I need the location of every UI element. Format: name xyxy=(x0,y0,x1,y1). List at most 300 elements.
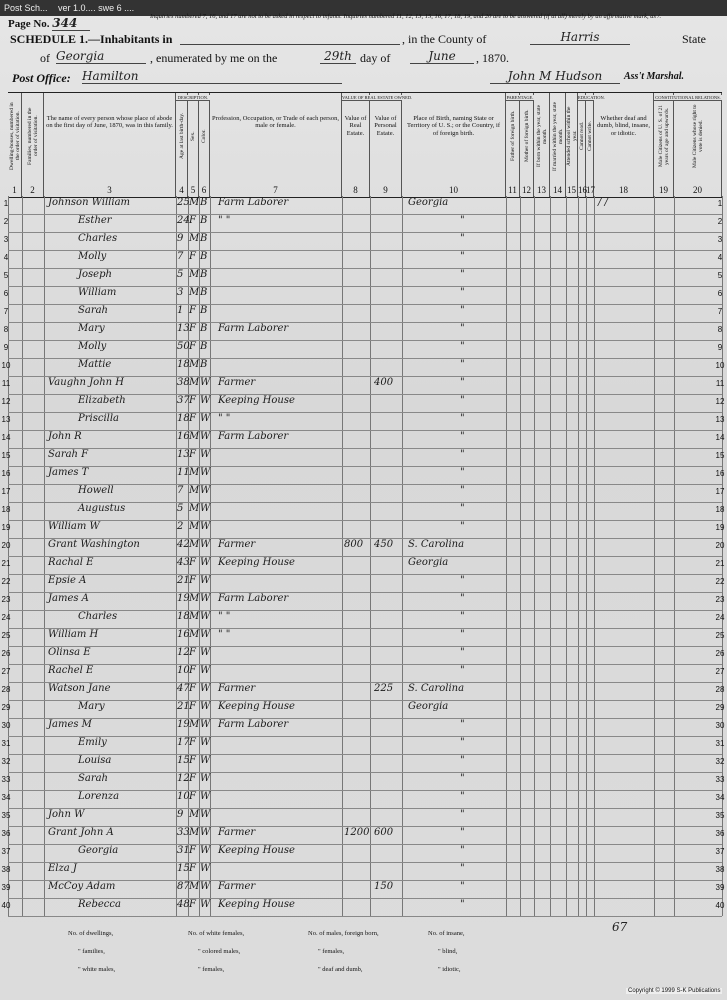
table-row xyxy=(3,196,723,215)
person-name: James M xyxy=(48,719,92,730)
column-number: 9 xyxy=(383,185,388,195)
line-number-right: 22 xyxy=(715,577,725,586)
column-header-text: Whether deaf and dumb, blind, insane, or idiotic. xyxy=(597,115,650,137)
footer-idiotic: " idiotic, xyxy=(438,966,461,973)
line-number-right: 28 xyxy=(715,685,725,694)
column-header-7 xyxy=(210,93,342,197)
person-occupation: Farmer xyxy=(218,377,256,388)
table-row xyxy=(1,808,725,827)
line-number-right: 38 xyxy=(715,865,725,874)
person-sex: F xyxy=(189,863,196,874)
line-number-left: 21 xyxy=(1,559,11,568)
person-name: Joseph xyxy=(78,269,112,280)
column-number: 6 xyxy=(201,185,207,195)
person-sex: M xyxy=(189,233,200,244)
line-number-right: 20 xyxy=(715,541,725,550)
page-number-label: Page No. 344 xyxy=(8,16,90,31)
footer-foreign: No. of males, foreign born, xyxy=(308,930,379,937)
person-age: 47 xyxy=(177,683,190,694)
person-color: W xyxy=(200,647,211,658)
inhabitants-line xyxy=(180,44,400,45)
line-number-left: 26 xyxy=(1,649,11,658)
person-name: Elza J xyxy=(48,863,77,874)
person-color: W xyxy=(200,755,211,766)
county-label: , in the County of xyxy=(402,32,487,46)
table-row xyxy=(3,340,723,359)
person-name: Vaughn John H xyxy=(48,377,124,388)
person-sex: F xyxy=(189,665,196,676)
line-number-left: 36 xyxy=(1,829,11,838)
line-number-left: 1 xyxy=(3,199,9,208)
line-number-left: 8 xyxy=(3,325,9,334)
line-number-right: 17 xyxy=(715,487,725,496)
place-of-birth: " xyxy=(460,665,465,676)
footer-blind: " blind, xyxy=(438,948,458,955)
post-office-value: Hamilton xyxy=(82,69,342,84)
person-sex: F xyxy=(189,395,196,406)
column-header-text: Male Citizens whose right to vote is denied. xyxy=(691,104,704,168)
column-header-11 xyxy=(506,93,520,197)
person-sex: M xyxy=(189,431,200,442)
line-number-left: 16 xyxy=(1,469,11,478)
place-of-birth: " xyxy=(460,485,465,496)
place-of-birth: " xyxy=(460,629,465,640)
table-row xyxy=(1,520,725,539)
line-number-left: 33 xyxy=(1,775,11,784)
table-row xyxy=(3,304,723,323)
column-number: 10 xyxy=(449,185,458,195)
person-age: 2 xyxy=(177,521,184,532)
column-number: 16 xyxy=(578,185,587,195)
column-header-15 xyxy=(566,93,578,197)
line-number-left: 12 xyxy=(1,397,11,406)
column-header-text: Sex. xyxy=(190,131,196,141)
column-header-text: Color. xyxy=(201,129,207,143)
place-of-birth: " xyxy=(460,719,465,730)
marshal-name: John M Hudson xyxy=(490,69,620,84)
month-value: June xyxy=(410,49,474,64)
table-row xyxy=(1,898,725,917)
line-number-left: 40 xyxy=(1,901,11,910)
person-name: William H xyxy=(48,629,99,640)
person-name: Rachel E xyxy=(48,665,94,676)
line-number-left: 34 xyxy=(1,793,11,802)
group-header-parentage: PARENTAGE. xyxy=(506,95,534,100)
group-header-description: DESCRIPTION. xyxy=(177,95,209,100)
place-of-birth: " xyxy=(460,863,465,874)
person-age: 9 xyxy=(177,233,184,244)
person-color: W xyxy=(200,413,211,424)
column-header-text: Cannot read. xyxy=(578,121,585,151)
person-color: W xyxy=(200,377,211,388)
person-age: 7 xyxy=(177,251,184,262)
line-number-right: 10 xyxy=(715,361,725,370)
column-header-17 xyxy=(586,93,594,197)
line-number-right: 25 xyxy=(715,631,725,640)
person-occupation: " " xyxy=(218,611,231,622)
line-number-left: 3 xyxy=(3,235,9,244)
group-header-education: EDUCATION. xyxy=(578,95,605,100)
line-number-left: 9 xyxy=(3,343,9,352)
column-header-16 xyxy=(578,93,586,197)
person-occupation: Farm Laborer xyxy=(218,197,289,208)
person-name: Lorenza xyxy=(78,791,120,802)
line-number-right: 15 xyxy=(715,451,725,460)
person-name: Sarah xyxy=(78,773,108,784)
person-occupation: Farm Laborer xyxy=(218,431,289,442)
column-number: 15 xyxy=(567,185,576,195)
footer-tallies xyxy=(8,918,722,1000)
place-of-birth: " xyxy=(460,359,465,370)
column-header-text: Age at last birth-day. xyxy=(178,112,185,160)
column-number: 4 xyxy=(179,185,184,195)
table-row xyxy=(3,232,723,251)
person-age: 18 xyxy=(177,611,190,622)
table-row xyxy=(1,394,725,413)
person-color: W xyxy=(200,899,211,910)
column-number: 18 xyxy=(619,185,628,195)
real-estate-value: 1200 xyxy=(344,827,370,838)
line-number-left: 17 xyxy=(1,487,11,496)
person-color: W xyxy=(200,863,211,874)
person-sex: F xyxy=(189,845,196,856)
column-header-text: Cannot write. xyxy=(586,121,593,151)
column-number: 17 xyxy=(586,185,595,195)
line-number-right: 14 xyxy=(715,433,725,442)
column-number: 11 xyxy=(508,185,517,195)
person-sex: F xyxy=(189,791,196,802)
place-of-birth: " xyxy=(460,809,465,820)
person-color: B xyxy=(200,251,208,262)
line-number-right: 35 xyxy=(715,811,725,820)
person-name: McCoy Adam xyxy=(48,881,116,892)
person-name: Georgia xyxy=(78,845,119,856)
column-number: 12 xyxy=(522,185,531,195)
line-number-left: 23 xyxy=(1,595,11,604)
place-of-birth: " xyxy=(460,845,465,856)
place-of-birth: " xyxy=(460,611,465,622)
person-occupation: Keeping House xyxy=(218,701,295,712)
line-number-left: 39 xyxy=(1,883,11,892)
person-age: 12 xyxy=(177,647,190,658)
line-number-right: 30 xyxy=(715,721,725,730)
person-occupation: " " xyxy=(218,413,231,424)
line-number-left: 29 xyxy=(1,703,11,712)
column-header-text: Father of foreign birth. xyxy=(509,110,516,162)
place-of-birth: " xyxy=(460,593,465,604)
person-age: 21 xyxy=(177,701,190,712)
table-row xyxy=(3,322,723,341)
person-color: B xyxy=(200,269,208,280)
person-age: 31 xyxy=(177,845,190,856)
day-of-label: day of xyxy=(360,51,391,65)
person-age: 48 xyxy=(177,899,190,910)
person-age: 50 xyxy=(177,341,190,352)
line-number-left: 25 xyxy=(1,631,11,640)
person-age: 10 xyxy=(177,791,190,802)
person-age: 15 xyxy=(177,863,190,874)
person-occupation: Farm Laborer xyxy=(218,323,289,334)
person-age: 10 xyxy=(177,665,190,676)
column-header-5 xyxy=(188,93,199,197)
group-header-value: VALUE OF REAL ESTATE OWNED. xyxy=(342,95,413,100)
person-color: W xyxy=(200,557,211,568)
person-occupation: Farmer xyxy=(218,881,256,892)
column-number: 20 xyxy=(693,185,702,195)
person-name: Molly xyxy=(78,251,107,262)
place-of-birth: " xyxy=(460,521,465,532)
place-of-birth: " xyxy=(460,737,465,748)
line-number-left: 24 xyxy=(1,613,11,622)
person-age: 16 xyxy=(177,431,190,442)
line-number-right: 33 xyxy=(715,775,725,784)
person-name: Howell xyxy=(78,485,114,496)
place-of-birth: Georgia xyxy=(408,701,449,712)
line-number-left: 19 xyxy=(1,523,11,532)
place-of-birth: Georgia xyxy=(408,197,449,208)
person-age: 25 xyxy=(177,197,190,208)
column-headers xyxy=(8,92,722,198)
person-age: 13 xyxy=(177,323,190,334)
person-color: W xyxy=(200,503,211,514)
column-header-10 xyxy=(402,93,506,197)
column-header-text: Place of Birth, naming State or Territory of U. S.; or the Country, if of foreign birth. xyxy=(407,115,500,137)
column-number: 3 xyxy=(107,185,112,195)
person-color: W xyxy=(200,539,211,550)
line-number-right: 31 xyxy=(715,739,725,748)
person-color: W xyxy=(200,719,211,730)
tally-mark: 67 xyxy=(612,920,628,934)
person-sex: F xyxy=(189,773,196,784)
footer-dwellings: No. of dwellings, xyxy=(68,930,114,937)
personal-estate-value: 450 xyxy=(374,539,394,550)
line-number-right: 40 xyxy=(715,901,725,910)
column-number: 7 xyxy=(273,185,278,195)
line-number-right: 37 xyxy=(715,847,725,856)
person-name: Epsie A xyxy=(48,575,87,586)
column-header-20 xyxy=(674,93,722,197)
line-number-right: 23 xyxy=(715,595,725,604)
personal-estate-value: 400 xyxy=(374,377,394,388)
person-sex: F xyxy=(189,557,196,568)
line-number-right: 24 xyxy=(715,613,725,622)
line-number-left: 13 xyxy=(1,415,11,424)
line-number-right: 1 xyxy=(717,199,723,208)
column-header-text: Dwelling-houses, numbered in the order of visitation. xyxy=(8,102,21,170)
line-number-right: 21 xyxy=(715,559,725,568)
person-age: 24 xyxy=(177,215,190,226)
person-color: B xyxy=(200,341,208,352)
person-sex: F xyxy=(189,647,196,658)
column-header-text: Male Citizens of U. S. of 21 years of age and upwards. xyxy=(657,104,670,168)
education-mark: / / xyxy=(598,197,608,208)
line-number-right: 36 xyxy=(715,829,725,838)
place-of-birth: " xyxy=(460,323,465,334)
person-name: Augustus xyxy=(78,503,126,514)
column-header-9 xyxy=(370,93,402,197)
footer-insane: No. of insane, xyxy=(428,930,465,937)
column-header-12 xyxy=(520,93,534,197)
census-grid xyxy=(1,196,725,916)
footer-colored-females: " females, xyxy=(198,966,225,973)
copyright: Copyright © 1999 S-K Publications xyxy=(628,988,721,994)
person-age: 15 xyxy=(177,755,190,766)
line-number-right: 18 xyxy=(715,505,725,514)
personal-estate-value: 600 xyxy=(374,827,394,838)
place-of-birth: " xyxy=(460,215,465,226)
column-number: 2 xyxy=(30,185,35,195)
person-occupation: " " xyxy=(218,215,231,226)
footer-white-males: " white males, xyxy=(78,966,116,973)
table-row xyxy=(3,214,723,233)
line-number-left: 30 xyxy=(1,721,11,730)
instruction-note: Inquiries numbered 7, 16, and 17 are not to be asked in respect to infants. Inquiries numbered 11, 12, 13, 15, 16, 17, 18, 19, and 20 are to be answered (if at all) merely by an affirmative mark, as /. xyxy=(150,13,662,20)
table-row xyxy=(3,250,723,269)
post-office-label: Post Office: xyxy=(12,71,71,85)
person-name: Olinsa E xyxy=(48,647,91,658)
person-color: W xyxy=(200,485,211,496)
person-age: 87 xyxy=(177,881,190,892)
state-label: State xyxy=(682,32,706,46)
column-number: 8 xyxy=(353,185,358,195)
person-name: William W xyxy=(48,521,100,532)
person-occupation: Keeping House xyxy=(218,845,295,856)
table-row xyxy=(1,484,725,503)
table-row xyxy=(1,610,725,629)
person-sex: M xyxy=(189,629,200,640)
line-number-right: 16 xyxy=(715,469,725,478)
person-occupation: Farm Laborer xyxy=(218,593,289,604)
person-occupation: Farmer xyxy=(218,683,256,694)
footer-colored-males: " colored males, xyxy=(198,948,241,955)
line-number-right: 32 xyxy=(715,757,725,766)
column-header-text: Value of Real Estate. xyxy=(344,115,367,137)
column-number: 5 xyxy=(190,185,196,195)
person-age: 9 xyxy=(177,809,184,820)
person-name: Sarah xyxy=(78,305,108,316)
person-name: Elizabeth xyxy=(78,395,126,406)
person-color: W xyxy=(200,521,211,532)
line-number-left: 28 xyxy=(1,685,11,694)
person-sex: M xyxy=(189,719,200,730)
footer-foreign-females: " females, xyxy=(318,948,345,955)
person-sex: F xyxy=(189,341,196,352)
person-name: James A xyxy=(48,593,89,604)
day-value: 29th xyxy=(320,49,356,64)
footer-white-females: No. of white females, xyxy=(188,930,245,937)
person-sex: F xyxy=(189,701,196,712)
person-sex: F xyxy=(189,755,196,766)
place-of-birth: " xyxy=(460,773,465,784)
line-number-left: 15 xyxy=(1,451,11,460)
line-number-left: 7 xyxy=(3,307,9,316)
person-age: 16 xyxy=(177,629,190,640)
table-row xyxy=(1,538,725,557)
line-number-right: 7 xyxy=(717,307,723,316)
column-header-14 xyxy=(550,93,566,197)
place-of-birth: " xyxy=(460,377,465,388)
line-number-right: 4 xyxy=(717,253,723,262)
person-occupation: Keeping House xyxy=(218,899,295,910)
table-row xyxy=(1,844,725,863)
person-age: 11 xyxy=(177,467,190,478)
person-name: Molly xyxy=(78,341,107,352)
person-sex: F xyxy=(189,449,196,460)
person-name: Louisa xyxy=(78,755,112,766)
line-number-right: 34 xyxy=(715,793,725,802)
person-age: 12 xyxy=(177,773,190,784)
person-color: W xyxy=(200,773,211,784)
personal-estate-value: 225 xyxy=(374,683,394,694)
column-header-6 xyxy=(199,93,210,197)
of-label: of xyxy=(40,51,50,65)
person-name: Sarah F xyxy=(48,449,89,460)
line-number-left: 20 xyxy=(1,541,11,550)
table-row xyxy=(1,826,725,845)
line-number-left: 4 xyxy=(3,253,9,262)
table-row xyxy=(1,466,725,485)
person-color: W xyxy=(200,845,211,856)
table-row xyxy=(3,286,723,305)
line-number-left: 22 xyxy=(1,577,11,586)
place-of-birth: " xyxy=(460,755,465,766)
table-row xyxy=(3,268,723,287)
place-of-birth: " xyxy=(460,341,465,352)
table-row xyxy=(1,664,725,683)
place-of-birth: " xyxy=(460,575,465,586)
column-number: 13 xyxy=(537,185,546,195)
person-age: 19 xyxy=(177,719,190,730)
person-name: Emily xyxy=(78,737,107,748)
person-color: B xyxy=(200,287,208,298)
person-sex: M xyxy=(189,467,200,478)
person-sex: F xyxy=(189,899,196,910)
place-of-birth: " xyxy=(460,647,465,658)
place-of-birth: " xyxy=(460,233,465,244)
column-header-13 xyxy=(534,93,550,197)
column-header-text: If married within the year, state month. xyxy=(551,101,564,171)
table-row xyxy=(1,772,725,791)
table-row xyxy=(1,376,725,395)
person-sex: M xyxy=(189,485,200,496)
personal-estate-value: 150 xyxy=(374,881,394,892)
column-header-text: Families, numbered in the order of visitation. xyxy=(26,107,39,165)
line-number-right: 39 xyxy=(715,883,725,892)
person-sex: F xyxy=(189,413,196,424)
person-sex: F xyxy=(189,737,196,748)
person-sex: M xyxy=(189,359,200,370)
column-header-3 xyxy=(44,93,176,197)
person-sex: M xyxy=(189,197,200,208)
table-row xyxy=(1,556,725,575)
place-of-birth: " xyxy=(460,269,465,280)
person-color: W xyxy=(200,629,211,640)
person-name: Grant John A xyxy=(48,827,114,838)
schedule-title: SCHEDULE 1.—Inhabitants in xyxy=(10,32,173,46)
person-color: W xyxy=(200,701,211,712)
person-name: Charles xyxy=(78,611,118,622)
person-color: W xyxy=(200,431,211,442)
table-row xyxy=(1,574,725,593)
person-age: 38 xyxy=(177,377,190,388)
viewer-title[interactable]: Post Sch... xyxy=(4,3,48,13)
column-header-text: Profession, Occupation, or Trade of each person, male or female. xyxy=(212,115,339,130)
person-color: B xyxy=(200,305,208,316)
column-header-8 xyxy=(342,93,370,197)
place-of-birth: " xyxy=(460,827,465,838)
person-color: W xyxy=(200,449,211,460)
person-sex: M xyxy=(189,593,200,604)
